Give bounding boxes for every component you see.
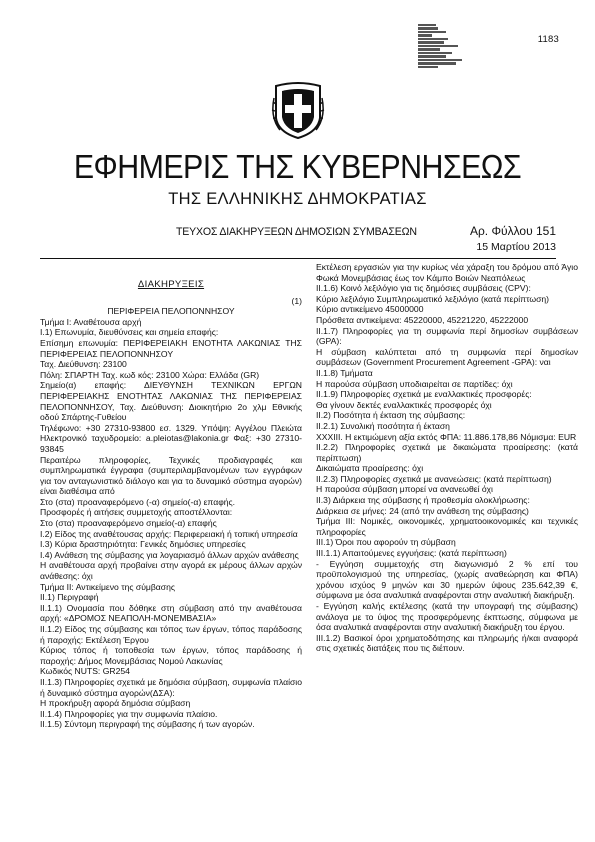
- paragraph: ΙΙ.1.5) Σύντομη περιγραφή της σύμβασης ή των αγορών.: [40, 719, 255, 730]
- paragraph: Ι.2) Είδος της αναθέτουσας αρχής: Περιφερειακή ή τοπική υπηρεσία: [40, 528, 298, 539]
- paragraph: Ι.3) Κύρια δραστηριότητα: Γενικές δημόσιες υπηρεσίες: [40, 539, 246, 550]
- issue-date: 15 Μαρτίου 2013: [476, 241, 556, 253]
- paragraph: Προσφορές ή αιτήσεις συμμετοχής αποστέλλονται:: [40, 507, 233, 518]
- paragraph: ΙΙΙ.1) Όροι που αφορούν τη σύμβαση: [316, 537, 456, 548]
- paragraph: ΙΙ.1.9) Πληροφορίες σχετικά με εναλλακτικές προσφορές:: [316, 389, 532, 400]
- paragraph: ΙΙ.1.3) Πληροφορίες σχετικά με δημόσια σύμβαση, συμφωνία πλαίσιο ή δυναμικό σύστημα αγορών(ΔΣΑ):: [40, 676, 302, 698]
- paragraph: Κύριος τόπος ή τοποθεσία των έργων, τόπος παράδοσης ή παροχής: Δήμος Μονεμβάσιας Νομού Λακωνίας: [40, 645, 302, 666]
- paragraph: Η αναθέτουσα αρχή προβαίνει στην αγορά εκ μέρους άλλων αρχών ανάθεσης: όχι: [40, 560, 302, 582]
- paragraph: Η σύμβαση καλύπτεται από τη συμφωνία περί δημοσίων συμβάσεων (Government Procurement Agreement -GPA): ναι: [316, 346, 578, 368]
- paragraph: - Εγγύηση συμμετοχής στη διαγωνισμό 2 % επί του προϋπολογισμού της υπηρεσίας, (χωρίς αναθεώρηση και ΦΠΑ) χρόνου ισχύος 9 μηνών και 30 ημερών ύψους 235.642,39 €, σύμφωνα με όσα αναλυτικά αναφέρονται στην αναλυτική διακήρυξη.: [316, 558, 578, 601]
- section-heading: ΔΙΑΚΗΡΥΞΕΙΣ: [137, 279, 205, 290]
- header-divider: [40, 258, 556, 259]
- paragraph: Σημείο(α) επαφής: ΔΙΕΥΘΥΝΣΗ ΤΕΧΝΙΚΩΝ ΕΡΓΩΝ ΠΕΡΙΦΕΡΕΙΑΚΗΣ ΕΝΟΤΗΤΑΣ ΛΑΚΩΝΙΑΣ ΤΗΣ ΠΕΡΙΦΕΡΕΙΑΣ ΠΕΛΟΠΟΝΝΗΣΟΥ, Ταχ. Διεύθυνση: Διοικητήριο 2ο χλμ Εθνικής οδού Σπάρτης-Γυθείου: [40, 380, 302, 423]
- paragraph: Εκτέλεση εργασιών για την κυρίως νέα χάραξη του δρόμου από Άγιο Φωκά Μονεμβάσιας έως τον Κάμπο Βοιών Νεαπόλεως: [316, 262, 578, 283]
- paragraph: Κωδικός NUTS: GR254: [40, 666, 130, 677]
- paragraph: Δικαιώματα προαίρεσης: όχι: [316, 463, 424, 474]
- paragraph: Στο (στα) προαναφερόμενο (-α) σημείο(-α) επαφής.: [40, 496, 236, 507]
- paragraph: Τμήμα Ι: Αναθέτουσα αρχή: [40, 316, 142, 327]
- paragraph: ΙΙ.1.2) Είδος της σύμβασης και τόπος των έργων, τόπος παράδοσης ή παροχής: Εκτέλεση Έργου: [40, 624, 302, 645]
- paragraph: Τμήμα ΙΙΙ: Νομικές, οικονομικές, χρηματοοικονομικές και τεχνικές πληροφορίες: [316, 516, 578, 537]
- paragraph: Κύριο αντικείμενο 45000000: [316, 304, 424, 315]
- paragraph: ΙΙ.2.2) Πληροφορίες σχετικά με δικαιώματα προαίρεσης: (κατά περίπτωση): [316, 442, 578, 463]
- paragraph: ΙΙ.1.6) Κοινό λεξιλόγιο για τις δημόσιες συμβάσεις (CPV):: [316, 283, 531, 294]
- paragraph: Η παρούσα σύμβαση μπορεί να ανανεωθεί όχι: [316, 484, 493, 495]
- paragraph: Ταχ. Διεύθυνση: 23100: [40, 359, 127, 370]
- paragraph: ΙΙ.2) Ποσότητα ή έκταση της σύμβασης:: [316, 410, 466, 421]
- gazette-subtitle: ΤΗΣ ΕΛΛΗΝΙΚΗΣ ΔΗΜΟΚΡΑΤΙΑΣ: [168, 190, 427, 208]
- left-column: [40, 262, 302, 730]
- paragraph: Διάρκεια σε μήνες: 24 (από την ανάθεση της σύμβασης): [316, 505, 529, 516]
- paragraph: ΙΙΙ.1.2) Βασικοί όροι χρηματοδότησης και πληρωμής ή/και αναφορά στις σχετικές διατάξεις που τις διέπουν.: [316, 632, 578, 654]
- paragraph: ΙΙ.2.3) Πληροφορίες σχετικά με ανανεώσεις: (κατά περίπτωση): [316, 473, 552, 484]
- paragraph: Ι.1) Επωνυμία, διευθύνσεις και σημεία επαφής:: [40, 327, 219, 338]
- paragraph: ΙΙ.1.7) Πληροφορίες για τη συμφωνία περί δημοσίων συμβάσεων (GPA):: [316, 325, 578, 347]
- paragraph: Θα γίνουν δεκτές εναλλακτικές προσφορές όχι: [316, 399, 492, 410]
- paragraph: ΙΙ.3) Διάρκεια της σύμβασης ή προθεσμία ολοκλήρωσης:: [316, 495, 530, 506]
- paragraph: ΧΧΧΙΙΙ. Η εκτιμώμενη αξία εκτός ΦΠΑ: 11.886.178,86 Νόμισμα: EUR: [316, 431, 577, 442]
- paragraph: Στο (στα) προαναφερόμενο σημείο(-α) επαφής: [40, 518, 217, 529]
- paragraph: ΙΙ.1.1) Ονομασία που δόθηκε στη σύμβαση από την αναθέτουσα αρχή: «ΔΡΟΜΟΣ ΝΕΑΠΟΛΗ-ΜΟΝΕΜΒΑΣΙΑ»: [40, 602, 302, 624]
- paragraph: ΙΙΙ.1.1) Απαιτούμενες εγγυήσεις: (κατά περίπτωση): [316, 548, 507, 559]
- paragraph: Η παρούσα σύμβαση υποδιαιρείται σε παρτίδες: όχι: [316, 378, 513, 389]
- greek-coat-of-arms-icon: [270, 78, 326, 140]
- sheet-number: Αρ. Φύλλου 151: [469, 224, 556, 238]
- right-column: [316, 262, 578, 654]
- digital-signature-stamp: [418, 24, 476, 68]
- paragraph: Τηλέφωνο: +30 27310-93800 εσ. 1329. Υπόψη: Αγγέλου Πλειώτα Ηλεκτρονικό ταχυδρομείο: a.pleiotas@lakonia.gr Φαξ: +30 27310-93845: [40, 422, 302, 454]
- gazette-title: ΕΦΗΜΕΡΙΣ ΤΗΣ ΚΥΒΕΡΝΗΣΕΩΣ: [73, 148, 522, 185]
- paragraph: Η προκήρυξη αφορά δημόσια σύμβαση: [40, 698, 191, 709]
- paragraph: ΠΕΡΙΦΕΡΕΙΑ ΠΕΛΟΠΟΝΝΗΣΟΥ: [107, 306, 235, 317]
- paragraph: Πρόσθετα αντικείμενα: 45220000, 45221220, 45222000: [316, 314, 529, 325]
- notice-marker: (1): [291, 295, 302, 306]
- page-number: 1183: [537, 34, 559, 45]
- paragraph: ΙΙ.1.8) Τμήματα: [316, 367, 373, 378]
- paragraph: Κύριο λεξιλόγιο Συμπληρωματικό λεξιλόγιο (κατά περίπτωση): [316, 293, 550, 304]
- paragraph: ΙΙ.1.4) Πληροφορίες για την συμφωνία πλαίσιο.: [40, 708, 218, 719]
- paragraph: - Εγγύηση καλής εκτέλεσης (κατά την υπογραφή της σύμβασης) ανάλογα με το ύψος της προσφερόμενης έκπτωσης, σύμφωνα με όσα αναλυτικά αναφέρονται στην αναλυτική διακήρυξη του έργου.: [316, 601, 578, 633]
- paragraph: Ι.4) Ανάθεση της σύμβασης για λογαριασμό άλλων αρχών ανάθεσης: [40, 549, 299, 560]
- paragraph: ΙΙ.2.1) Συνολική ποσότητα ή έκταση: [316, 420, 450, 431]
- paragraph: ΙΙ.1) Περιγραφή: [40, 592, 99, 603]
- paragraph: Τμήμα ΙΙ: Αντικείμενο της σύμβασης: [40, 581, 175, 592]
- paragraph: Περαιτέρω πληροφορίες, Τεχνικές προδιαγραφές και συμπληρωματικά έγγραφα (συμπεριλαμβανομένων των εγγράφων για τον ανταγωνιστικό διάλογο και για το δυναμικό σύστημα αγορών) είναι διαθέσιμα από: [40, 454, 302, 497]
- paragraph: Πόλη: ΣΠΑΡΤΗ Ταχ. κωδ κός: 23100 Χώρα: Ελλάδα (GR): [40, 369, 260, 380]
- issue-label: ΤΕΥΧΟΣ ΔΙΑΚΗΡΥΞΕΩΝ ΔΗΜΟΣΙΩΝ ΣΥΜΒΑΣΕΩΝ: [176, 226, 417, 238]
- paragraph: Επίσημη επωνυμία: ΠΕΡΙΦΕΡΕΙΑΚΗ ΕΝΟΤΗΤΑ ΛΑΚΩΝΙΑΣ ΤΗΣ ΠΕΡΙΦΕΡΕΙΑΣ ΠΕΛΟΠΟΝΝΗΣΟΥ: [40, 337, 302, 359]
